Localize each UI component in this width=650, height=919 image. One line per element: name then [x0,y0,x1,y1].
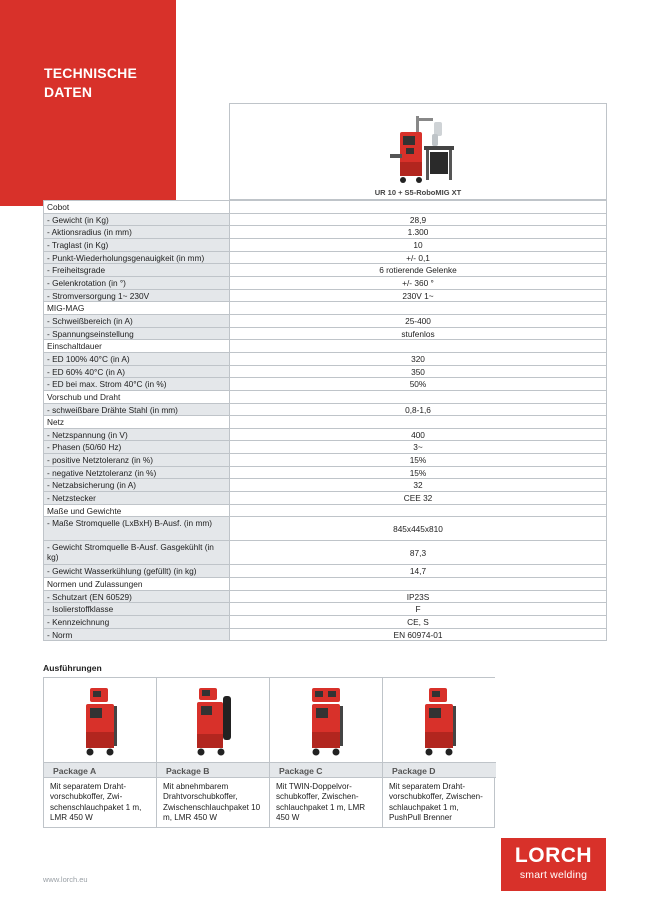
spec-value: +/- 0,1 [230,251,607,264]
spec-label: - Gewicht Stromquelle B-Ausf. Gasgekühlt (in kg) [44,541,230,565]
package-c [270,678,383,827]
spec-value: 14,7 [230,565,607,578]
package-name: Package A [44,762,156,778]
spec-value [230,390,607,403]
spec-label: - ED 60% 40°C (in A) [44,365,230,378]
page-title: TECHNISCHE DATEN [44,65,138,100]
spec-value: +/- 360 ° [230,276,607,289]
spec-row [44,616,607,629]
spec-label: - ED 100% 40°C (in A) [44,352,230,365]
package-name: Package B [157,762,269,778]
spec-row [44,352,607,365]
lorch-logo [501,838,606,891]
section-label: Einschaltdauer [44,340,230,353]
spec-row [44,378,607,391]
spec-label: - Schutzart (EN 60529) [44,590,230,603]
spec-value: 845x445x810 [230,517,607,541]
spec-label: - Traglast (in Kg) [44,238,230,251]
spec-row [44,251,607,264]
package-description: Mit separatem Draht-vorschubkoffer, Zwi-schenschlauchpaket 1 m, LMR 450 W [50,782,142,823]
section-row [44,340,607,353]
spec-label: - Gewicht (in Kg) [44,213,230,226]
spec-label: - Maße Stromquelle (LxBxH) B-Ausf. (in mm) [44,517,230,541]
spec-row [44,517,607,541]
spec-value: 3~ [230,441,607,454]
spec-label: - Norm [44,628,230,641]
spec-label: - Kennzeichnung [44,616,230,629]
spec-value: 87,3 [230,541,607,565]
spec-value: F [230,603,607,616]
spec-label: - Freiheitsgrade [44,264,230,277]
spec-row [44,454,607,467]
spec-value [230,340,607,353]
logo-wordmark: LORCH [514,844,593,867]
spec-label: - Schweißbereich (in A) [44,314,230,327]
spec-row [44,603,607,616]
spec-label: - Isolierstoffklasse [44,603,230,616]
spec-label: - positive Netztoleranz (in %) [44,454,230,467]
spec-value: 350 [230,365,607,378]
welding-machine-image [80,686,120,758]
spec-row [44,479,607,492]
spec-value: 320 [230,352,607,365]
spec-row [44,590,607,603]
package-name: Package D [383,762,496,778]
welding-machine-image [419,686,459,758]
packages-grid [43,677,495,828]
spec-value: CEE 32 [230,492,607,505]
section-label: Netz [44,416,230,429]
spec-row [44,314,607,327]
spec-value: 28,9 [230,213,607,226]
spec-value: 0,8-1,6 [230,403,607,416]
spec-row [44,226,607,239]
spec-row [44,213,607,226]
spec-label: - Phasen (50/60 Hz) [44,441,230,454]
spec-row [44,428,607,441]
technical-data-table [43,200,607,641]
spec-label: - schweißbare Drähte Stahl (in mm) [44,403,230,416]
package-description: Mit separatem Draht-vorschubkoffer, Zwischen-schlauchpaket 1 m, PushPull Brenner [389,782,483,823]
product-name: UR 10 + S5-RoboMIG XT [374,188,462,197]
spec-row [44,276,607,289]
spec-value [230,578,607,591]
spec-row [44,289,607,302]
footer-website: www.lorch.eu [43,875,88,884]
spec-value [230,302,607,315]
header-red-block [0,0,176,206]
ausfuehrungen-heading: Ausführungen [43,663,102,673]
spec-value: 10 [230,238,607,251]
spec-row [44,466,607,479]
package-d [383,678,496,827]
spec-row [44,365,607,378]
spec-value [230,416,607,429]
spec-value: 15% [230,454,607,467]
spec-value: 15% [230,466,607,479]
spec-label: - ED bei max. Strom 40°C (in %) [44,378,230,391]
spec-row [44,264,607,277]
section-row [44,390,607,403]
spec-label: - negative Netztoleranz (in %) [44,466,230,479]
spec-value: 50% [230,378,607,391]
spec-row [44,327,607,340]
section-label: Cobot [44,201,230,214]
spec-label: - Punkt-Wiederholungsgenauigkeit (in mm) [44,251,230,264]
section-row [44,504,607,517]
section-label: Maße und Gewichte [44,504,230,517]
spec-label: - Spannungseinstellung [44,327,230,340]
package-a [44,678,157,827]
spec-label: - Netzspannung (in V) [44,428,230,441]
welding-machine-image [306,686,346,758]
spec-label: - Stromversorgung 1~ 230V [44,289,230,302]
spec-value: 230V 1~ [230,289,607,302]
section-row [44,578,607,591]
section-label: Vorschub und Draht [44,390,230,403]
package-description: Mit TWIN-Doppelvor-schubkoffer, Zwischen-schlauchpaket 1 m, LMR 450 W [276,782,366,823]
welding-machine-image [193,686,233,758]
section-label: MIG-MAG [44,302,230,315]
section-label: Normen und Zulassungen [44,578,230,591]
spec-label: - Netzabsicherung (in A) [44,479,230,492]
spec-value: EN 60974-01 [230,628,607,641]
spec-value: 1.300 [230,226,607,239]
spec-row [44,238,607,251]
spec-row [44,403,607,416]
spec-row [44,541,607,565]
spec-value: 400 [230,428,607,441]
spec-value: stufenlos [230,327,607,340]
product-header-cell [229,103,607,200]
spec-label: - Gewicht Wasserkühlung (gefüllt) (in kg) [44,565,230,578]
spec-value: CE, S [230,616,607,629]
spec-row [44,628,607,641]
cobot-welding-station-image [386,112,456,186]
spec-value: 25-400 [230,314,607,327]
package-name: Package C [270,762,382,778]
spec-row [44,441,607,454]
spec-value: IP23S [230,590,607,603]
spec-row [44,565,607,578]
package-b [157,678,270,827]
spec-label: - Aktionsradius (in mm) [44,226,230,239]
spec-value: 32 [230,479,607,492]
section-row [44,201,607,214]
spec-value [230,504,607,517]
spec-value: 6 rotierende Gelenke [230,264,607,277]
section-row [44,302,607,315]
section-row [44,416,607,429]
spec-value [230,201,607,214]
spec-label: - Gelenkrotation (in °) [44,276,230,289]
spec-label: - Netzstecker [44,492,230,505]
package-description: Mit abnehmbarem Drahtvorschubkoffer, Zwischenschlauchpaket 10 m, LMR 450 W [163,782,261,823]
logo-tagline: smart welding [519,869,588,881]
spec-row [44,492,607,505]
